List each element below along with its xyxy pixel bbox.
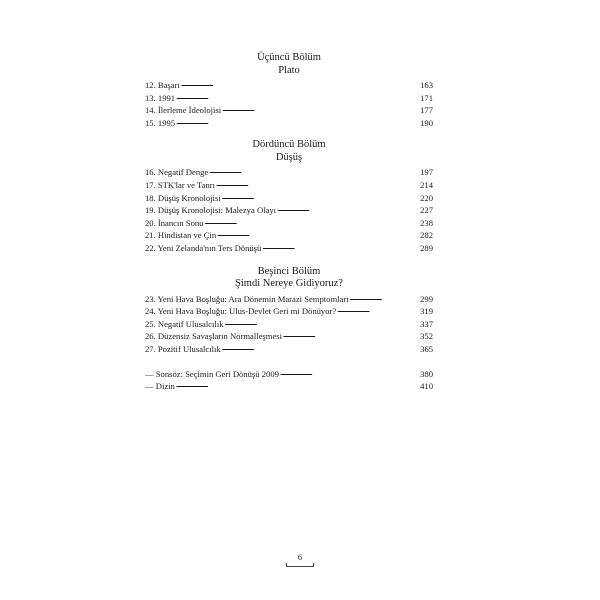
table-of-contents [145, 52, 433, 393]
toc-entry-page: 227 [420, 205, 433, 216]
toc-entry-page: 365 [420, 343, 433, 354]
toc-entry-label: 17. STK'lar ve Tanrı [145, 179, 215, 190]
toc-entry-label: 22. Yeni Zelanda'nın Ters Dönüşü [145, 242, 262, 253]
toc-entry-label: — Dizin [145, 381, 175, 392]
toc-entry-page: 282 [420, 230, 433, 241]
toc-entry-label: 18. Düşüş Kronolojisi [145, 192, 221, 203]
toc-entry-label: 16. Negatif Denge [145, 167, 209, 178]
toc-entry-afterword[interactable] [145, 368, 433, 381]
page-number-bracket [286, 563, 314, 567]
toc-entry[interactable] [145, 117, 433, 130]
toc-entry[interactable] [145, 229, 433, 242]
dot-leader [181, 79, 419, 88]
toc-entry[interactable] [145, 92, 433, 105]
dot-leader [176, 117, 419, 126]
toc-entry[interactable] [145, 104, 433, 117]
toc-entry-page: 238 [420, 217, 433, 228]
section-spacer [145, 255, 433, 266]
toc-entry[interactable] [145, 293, 433, 306]
dot-leader [283, 330, 419, 339]
dot-leader [280, 368, 419, 377]
toc-entry-label: 21. Hindistan ve Çin [145, 230, 217, 241]
section-part-label: Üçüncü Bölüm [257, 52, 321, 63]
toc-entry-page: 299 [420, 293, 433, 304]
toc-entry[interactable] [145, 242, 433, 255]
dot-leader [176, 380, 419, 389]
toc-entry-page: 220 [420, 192, 433, 203]
section-heading [145, 52, 433, 77]
section-title: Şimdi Nereye Gidiyoruz? [235, 278, 343, 290]
dot-leader [337, 305, 419, 314]
toc-entry-page: 177 [420, 105, 433, 116]
section-title: Plato [278, 64, 300, 76]
toc-entry-label: 13. 1991 [145, 92, 176, 103]
section-entries [145, 293, 433, 356]
toc-section-part-3 [145, 52, 433, 129]
toc-entry-page: 197 [420, 167, 433, 178]
toc-entry[interactable] [145, 318, 433, 331]
toc-entry-page: 163 [420, 80, 433, 90]
page-footer [286, 552, 314, 567]
toc-entry[interactable] [145, 204, 433, 217]
section-heading [145, 139, 433, 164]
section-part-label: Beşinci Bölüm [257, 265, 321, 277]
section-part-label: Dördüncü Bölüm [252, 139, 326, 151]
toc-section-part-5 [145, 266, 433, 356]
dot-leader [277, 204, 419, 213]
section-entries [145, 166, 433, 254]
toc-entry-label: 23. Yeni Hava Boşluğu: Ara Dönemin Marazi Semptomları [145, 293, 349, 304]
dot-leader [350, 293, 420, 302]
toc-entry-page: 289 [420, 242, 433, 253]
dot-leader [209, 166, 419, 175]
toc-closing [145, 368, 433, 393]
dot-leader [262, 242, 419, 251]
section-entries [145, 79, 433, 129]
toc-entry-label: 14. İlerleme İdeolojisi [145, 105, 222, 116]
section-title: Düşüş [275, 151, 303, 163]
toc-entry[interactable] [145, 179, 433, 192]
toc-entry[interactable] [145, 305, 433, 318]
toc-entry-label: 24. Yeni Hava Boşluğu: Ulus-Devlet Geri mi Dönüyor? [145, 306, 337, 317]
toc-entry-page: 352 [420, 331, 433, 342]
toc-entry-page: 410 [420, 381, 433, 392]
dot-leader [216, 179, 419, 188]
toc-entry-page: 171 [420, 92, 433, 103]
dot-leader [204, 217, 419, 226]
dot-leader [222, 104, 419, 113]
page-number: 6 [297, 552, 303, 562]
toc-entry-index[interactable] [145, 380, 433, 393]
toc-entry-page: 337 [420, 318, 433, 329]
section-spacer [145, 129, 433, 139]
toc-entry-label: 20. İnancın Sonu [145, 217, 204, 228]
toc-entry-label: 25. Negatif Ulusalcılık [145, 318, 224, 329]
toc-entry[interactable] [145, 343, 433, 356]
section-spacer [145, 356, 433, 368]
toc-entry-page: 380 [420, 368, 433, 379]
toc-section-part-4 [145, 139, 433, 254]
dot-leader [176, 92, 419, 101]
toc-entry[interactable] [145, 330, 433, 343]
toc-entry[interactable] [145, 217, 433, 230]
toc-entry-label: — Sonsöz: Seçimin Geri Dönüşü 2009 [145, 368, 279, 379]
toc-entry[interactable] [145, 192, 433, 205]
toc-entry-label: 15. 1995 [145, 117, 176, 128]
toc-entry[interactable] [145, 166, 433, 179]
toc-entry-label: 19. Düşüş Kronolojisi: Malezya Olayı [145, 205, 277, 216]
toc-entry-page: 319 [420, 306, 433, 317]
toc-entry-label: 26. Düzensiz Savaşların Normalleşmesi [145, 331, 282, 342]
toc-entry-page: 214 [420, 179, 433, 190]
dot-leader [225, 318, 420, 327]
toc-entry-label: 12. Başarı [145, 80, 180, 90]
section-heading [145, 266, 433, 291]
dot-leader [222, 192, 419, 201]
toc-entry[interactable] [145, 79, 433, 92]
toc-entry-page: 190 [420, 117, 433, 128]
dot-leader [217, 229, 419, 238]
toc-entry-label: 27. Pozitif Ulusalcılık [145, 343, 221, 354]
dot-leader [222, 343, 419, 352]
